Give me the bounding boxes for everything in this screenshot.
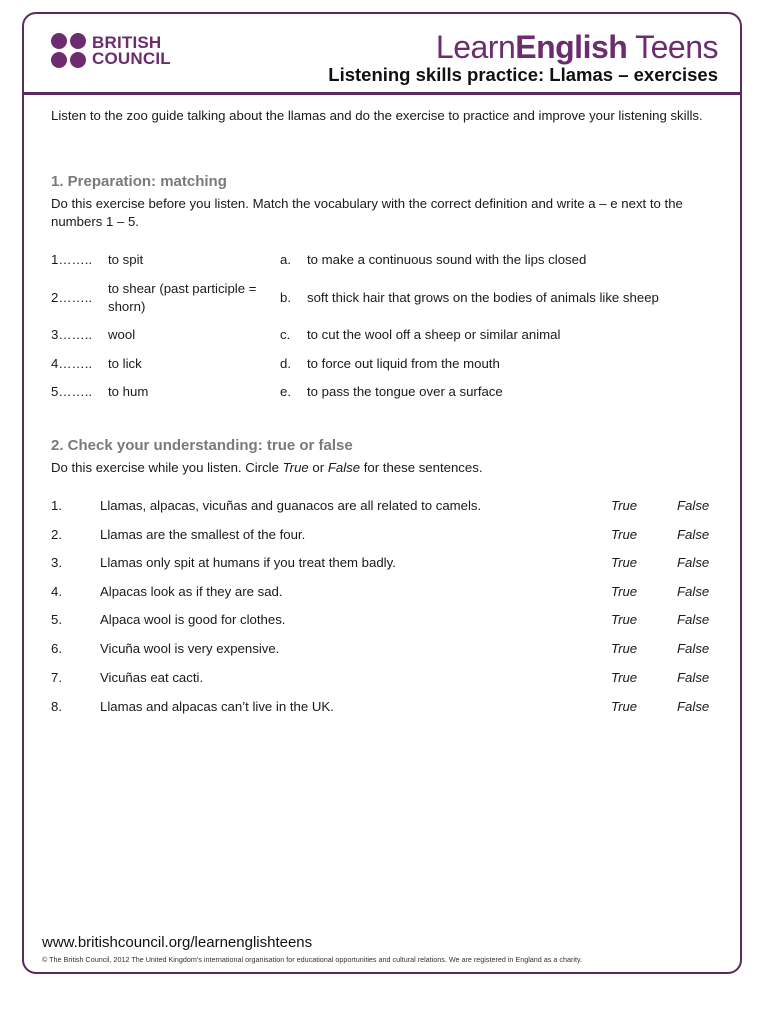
false-option[interactable]: False [677,641,710,656]
statement-text: Llamas and alpacas can’t live in the UK. [100,699,334,714]
definition-letter: b. [280,290,291,305]
page-title: Listening skills practice: Llamas – exercises [328,64,718,85]
true-option[interactable]: True [611,612,638,627]
false-option[interactable]: False [677,612,710,627]
page-frame [22,12,742,974]
footer-copyright: © The British Council, 2012 The United Kingdom’s international organisation for educational opportunities and cultural relations. We are registered in England as a charity. [42,955,583,964]
le-logo-learn: Learn [435,29,516,65]
british-council-dots-icon [51,33,86,68]
definition-letter: a. [280,252,291,267]
matching-row [51,278,721,318]
true-option[interactable]: True [611,555,638,570]
statement-number: 6. [51,641,62,656]
statement-text: Vicuña wool is very expensive. [100,641,280,656]
vocabulary-word: to lick [108,356,142,371]
statement-text: Alpaca wool is good for clothes. [100,612,286,627]
true-option[interactable]: True [611,641,638,656]
definition-text: to force out liquid from the mouth [307,356,500,371]
instr-false: False [327,460,361,475]
true-option[interactable]: True [611,498,638,513]
matching-row [51,240,721,280]
vocabulary-word: wool [108,327,136,342]
statement-text: Llamas are the smallest of the four. [100,527,306,542]
matching-number: 5…….. [51,384,93,399]
definition-letter: e. [280,384,291,399]
vocabulary-word: to shear (past participle = shorn) [108,281,257,314]
statement-number: 2. [51,527,62,542]
statement-number: 8. [51,699,62,714]
bc-logo-line2: COUNCIL [92,48,171,68]
statement-number: 5. [51,612,62,627]
statement-text: Alpacas look as if they are sad. [100,584,283,599]
section1-heading: 1. Preparation: matching [51,173,227,190]
matching-row [51,372,721,412]
footer-url: www.britishcouncil.org/learnenglishteens [42,934,313,951]
definition-letter: c. [280,327,291,342]
true-option[interactable]: True [611,670,638,685]
le-logo-teens: Teens [627,29,718,65]
false-option[interactable]: False [677,670,710,685]
header-divider [22,92,742,95]
true-option[interactable]: True [611,699,638,714]
vocabulary-word: to spit [108,252,144,267]
instr-mid: or [308,460,328,475]
statement-text: Llamas, alpacas, vicuñas and guanacos are all related to camels. [100,498,482,513]
british-council-logo [51,33,171,68]
section1-instruction: Do this exercise before you listen. Match the vocabulary with the correct definition and write a – e next to the numbers 1 – 5. [51,196,683,229]
false-option[interactable]: False [677,699,710,714]
matching-number: 4…….. [51,356,93,371]
false-option[interactable]: False [677,527,710,542]
matching-number: 2…….. [51,290,93,305]
true-option[interactable]: True [611,584,638,599]
statement-number: 7. [51,670,62,685]
learnenglish-teens-logo [436,29,718,66]
statement-text: Vicuñas eat cacti. [100,670,204,685]
definition-text: to cut the wool off a sheep or similar animal [307,327,561,342]
definition-letter: d. [280,356,291,371]
matching-number: 1…….. [51,252,93,267]
statement-text: Llamas only spit at humans if you treat them badly. [100,555,396,570]
statement-number: 4. [51,584,62,599]
instr-true: True [282,460,309,475]
matching-number: 3…….. [51,327,93,342]
definition-text: to make a continuous sound with the lips closed [307,252,587,267]
bc-logo-line1: BRITISH [92,32,162,52]
vocabulary-word: to hum [108,384,149,399]
false-option[interactable]: False [677,584,710,599]
instr-pre: Do this exercise while you listen. Circle [51,460,283,475]
definition-text: to pass the tongue over a surface [307,384,503,399]
statement-number: 1. [51,498,62,513]
false-option[interactable]: False [677,555,710,570]
instr-post: for these sentences. [360,460,483,475]
section2-heading: 2. Check your understanding: true or false [51,437,353,454]
statement-number: 3. [51,555,62,570]
definition-text: soft thick hair that grows on the bodies of animals like sheep [307,290,659,305]
section2-instruction [51,459,721,477]
true-option[interactable]: True [611,527,638,542]
le-logo-english: English [515,29,628,65]
false-option[interactable]: False [677,498,710,513]
intro-text: Listen to the zoo guide talking about the llamas and do the exercise to practice and improve your listening skills. [51,108,703,123]
